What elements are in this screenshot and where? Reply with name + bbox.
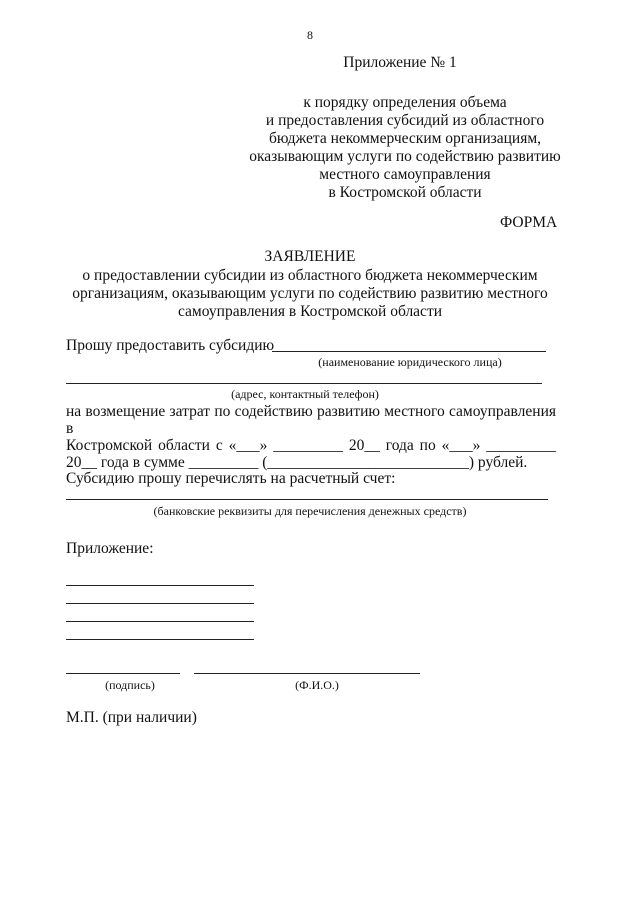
transfer-text: Субсидию прошу перечислять на расчетный счет: [66, 470, 396, 487]
subtitle-line: самоуправления в Костромской области [177, 303, 443, 320]
form-label: ФОРМА [500, 214, 558, 231]
appendix-line: оказывающим услуги по содействию развитию [249, 148, 561, 165]
subtitle-line: о предоставлении субсидии из областного бюджета некоммерческим [82, 267, 538, 284]
appendix-reference [240, 94, 570, 202]
attachment-field[interactable] [66, 621, 254, 622]
stamp-text: М.П. (при наличии) [66, 709, 197, 726]
purpose-line: Костромской области с «___» _________ 20__ года по «___» _________ [66, 437, 556, 454]
document-subtitle [60, 267, 560, 321]
address-field[interactable] [66, 383, 542, 384]
appendix-line: местного самоуправления [319, 166, 491, 183]
bank-details-field[interactable] [66, 499, 548, 500]
document-title: ЗАЯВЛЕНИЕ [264, 248, 356, 265]
request-text: Прошу предоставить субсидию [66, 337, 275, 354]
signature-caption: (подпись) [105, 678, 155, 692]
purpose-line: 20__ года в сумме _________ (__________________________) рублей. [66, 454, 528, 471]
appendix-line: в Костромской области [328, 184, 482, 201]
entity-name-caption: (наименование юридического лица) [318, 355, 502, 369]
signature-field[interactable] [66, 673, 180, 674]
purpose-line: на возмещение затрат по содействию развитию местного самоуправления в [66, 403, 556, 437]
purpose-paragraph [66, 403, 556, 471]
subtitle-line: организациям, оказывающим услуги по содействию развитию местного [72, 285, 548, 302]
appendix-line: к порядку определения объема [303, 94, 507, 111]
full-name-field[interactable] [194, 673, 420, 674]
attachment-field[interactable] [66, 585, 254, 586]
appendix-line: бюджета некоммерческим организациям, [268, 130, 542, 147]
attachment-field[interactable] [66, 603, 254, 604]
appendix-line: и предоставления субсидий из областного [265, 112, 545, 129]
attachment-label: Приложение: [66, 540, 154, 557]
bank-details-caption: (банковские реквизиты для перечисления денежных средств) [153, 504, 467, 518]
address-caption: (адрес, контактный телефон) [231, 387, 379, 401]
page-number: 8 [307, 28, 313, 42]
attachment-field[interactable] [66, 639, 254, 640]
full-name-caption: (Ф.И.О.) [295, 678, 339, 692]
entity-name-field[interactable] [272, 351, 546, 352]
appendix-title: Приложение № 1 [343, 54, 457, 71]
